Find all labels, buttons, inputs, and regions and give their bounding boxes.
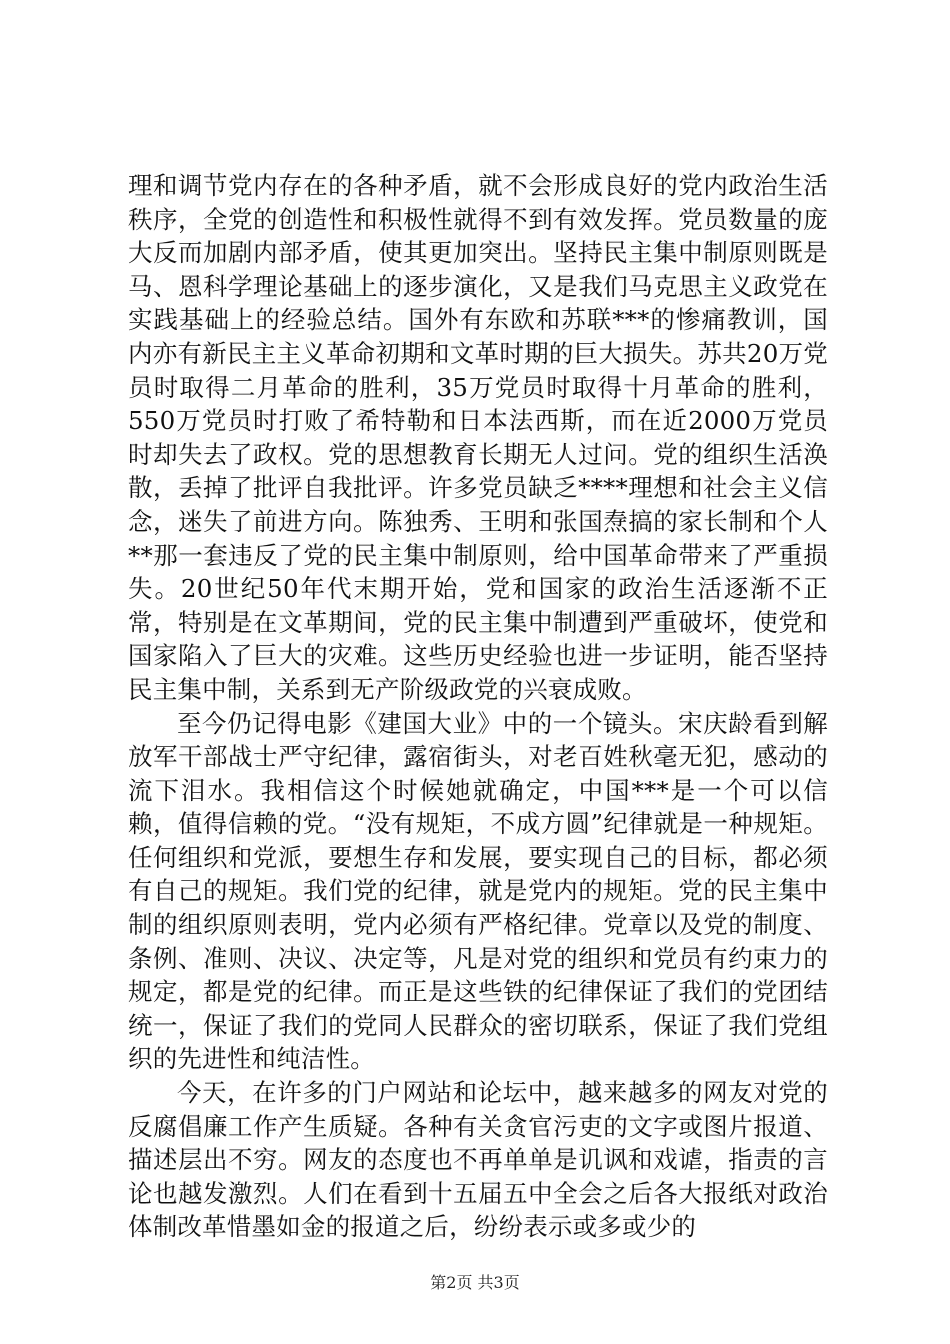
paragraph-continued: 理和调节党内存在的各种矛盾，就不会形成良好的党内政治生活秩序，全党的创造性和积极性就得不到有效发挥。党员数量的庞大反而加剧内部矛盾，使其更加突出。坚持民主集中制原则既是马、恩科学理论基础上的逐步演化，又是我们马克思主义政党在实践基础上的经验总结。国外有东欧和苏联***的惨痛教训，国内亦有新民主主义革命初期和文革时期的巨大损失。苏共20万党员时取得二月革命的胜利，35万党员时取得十月革命的胜利，550万党员时打败了希特勒和日本法西斯，而在近2000万党员时却失去了政权。党的思想教育长期无人过问。党的组织生活涣散，丢掉了批评自我批评。许多党员缺乏****理想和社会主义信念，迷失了前进方向。陈独秀、王明和张国焘搞的家长制和个人**那一套违反了党的民主集中制原则，给中国革命带来了严重损失。20世纪50年代末期开始，党和国家的政治生活逐渐不正常，特别是在文革期间，党的民主集中制遭到严重破坏，使党和国家陷入了巨大的灾难。这些历史经验也进一步证明，能否坚持民主集中制，关系到无产阶级政党的兴衰成败。 [128,171,828,704]
page-number: 第2页 共3页 [430,1273,520,1292]
paragraph-film-discipline: 至今仍记得电影《建国大业》中的一个镜头。宋庆龄看到解放军干部战士严守纪律，露宿街头，对老百姓秋毫无犯，感动的流下泪水。我相信这个时候她就确定，中国***是一个可以信赖，值得信赖的党。“没有规矩，不成方圆”纪律就是一种规矩。任何组织和党派，要想生存和发展，要实现自己的目标，都必须有自己的规矩。我们党的纪律，就是党内的规矩。党的民主集中制的组织原则表明，党内必须有严格纪律。党章以及党的制度、条例、准则、决议、决定等，凡是对党的组织和党员有约束力的规定，都是党的纪律。而正是这些铁的纪律保证了我们的党团结统一，保证了我们的党同人民群众的密切联系，保证了我们党组织的先进性和纯洁性。 [128,708,828,1074]
page-footer [0,1273,950,1293]
document-body [128,169,828,1244]
paragraph-online-anticorruption: 今天，在许多的门户网站和论坛中，越来越多的网友对党的反腐倡廉工作产生质疑。各种有关贪官污吏的文字或图片报道、描述层出不穷。网友的态度也不再单单是讥讽和戏谑，指责的言论也越发激烈。人们在看到十五届五中全会之后各大报纸对政治体制改革惜墨如金的报道之后，纷纷表示或多或少的 [128,1078,828,1242]
